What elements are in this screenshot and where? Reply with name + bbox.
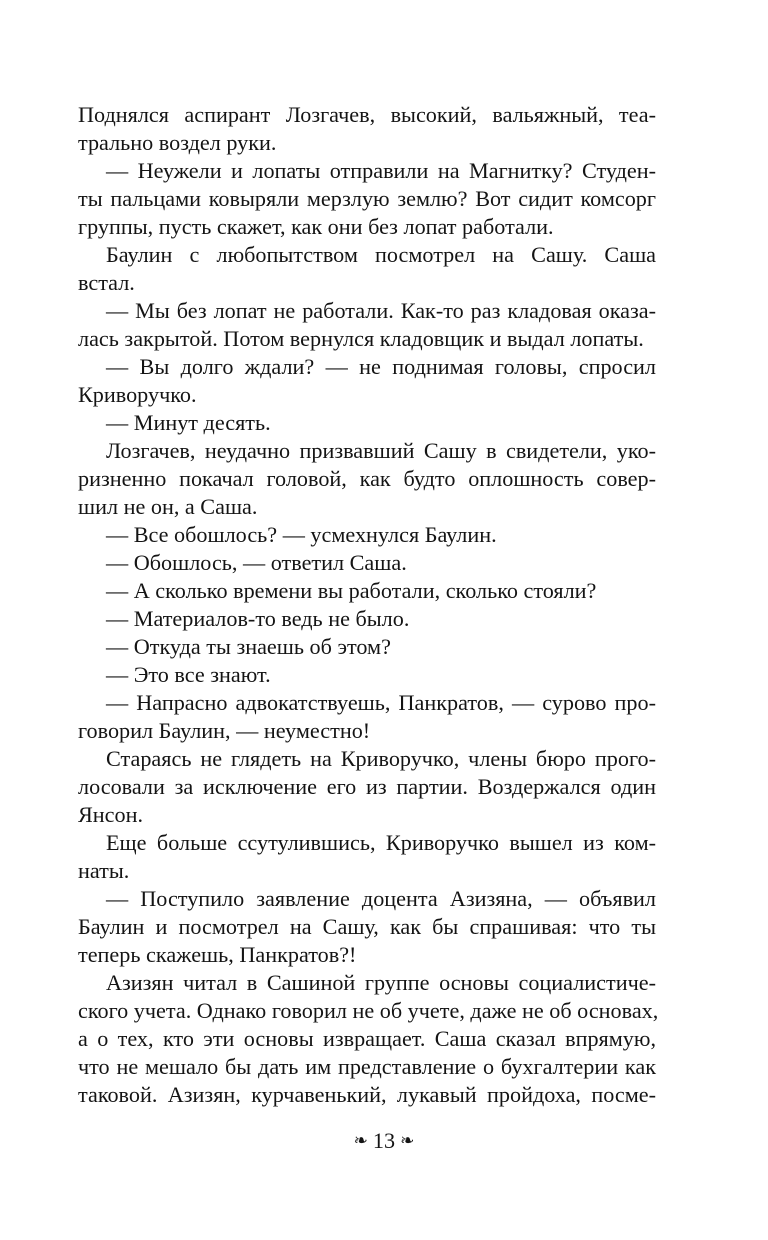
ornament-left-icon: ❧ [353,1131,368,1150]
text-line: трально воздел руки. [78,130,277,155]
ornament-right-icon: ❧ [400,1131,415,1150]
text-line: Янсон. [78,802,144,827]
text-line: лосовали за исключение его из партии. Воздержался один [78,774,656,799]
text-line: — А сколько времени вы работали, сколько стояли? [106,578,597,603]
text-line: — Мы без лопат не работали. Как-то раз кладовая оказа- [106,298,656,323]
page-body-text [78,101,659,1109]
text-line: — Откуда ты знаешь об этом? [106,634,391,659]
text-line: говорил Баулин, — неуместно! [78,718,371,743]
text-line: Баулин с любопытством посмотрел на Сашу. Саша [106,242,656,267]
text-line: наты. [78,858,130,883]
text-line: группы, пусть скажет, как они без лопат работали. [78,214,554,239]
text-line: Баулин и посмотрел на Сашу, как бы спрашивая: что ты [78,914,656,939]
text-line: Поднялся аспирант Лозгачев, высокий, вальяжный, теа- [78,102,656,127]
text-line: Азизян читал в Сашиной группе основы социалистиче- [106,970,656,995]
text-line: Еще больше ссутулившись, Криворучко вышел из ком- [106,830,656,855]
text-line: ризненно покачал головой, как будто оплошность совер- [78,466,656,491]
text-line: — Неужели и лопаты отправили на Магнитку? Студен- [106,158,656,183]
text-line: — Все обошлось? — усмехнулся Баулин. [106,522,497,547]
text-line: — Обошлось, — ответил Саша. [106,550,407,575]
text-line: ты пальцами ковыряли мерзлую землю? Вот сидит комсорг [78,186,656,211]
text-line: — Напрасно адвокатствуешь, Панкратов, — сурово про- [106,690,656,715]
text-line: встал. [78,270,135,295]
text-line: — Это все знают. [106,662,271,687]
text-line: ского учета. Однако говорил не об учете, даже не об основах, [78,998,659,1023]
page-number: 13 [372,1128,396,1153]
text-line: Криворучко. [78,382,197,407]
text-line: шил не он, а Саша. [78,494,258,519]
text-line: — Минут десять. [106,410,271,435]
text-line: теперь скажешь, Панкратов?! [78,942,357,967]
page-folio [0,1127,768,1155]
text-line: а о тех, кто эти основы извращает. Саша сказал впрямую, [78,1026,656,1051]
text-line: таковой. Азизян, курчавенький, лукавый пройдоха, посме- [78,1082,656,1107]
text-line: что не мешало бы дать им представление о бухгалтерии как [78,1054,656,1079]
text-line: — Поступило заявление доцента Азизяна, — объявил [106,886,656,911]
text-line: — Вы долго ждали? — не поднимая головы, спросил [106,354,656,379]
text-line: Лозгачев, неудачно призвавший Сашу в свидетели, уко- [106,438,656,463]
text-line: Стараясь не глядеть на Криворучко, члены бюро прого- [106,746,656,771]
text-line: — Материалов-то ведь не было. [106,606,410,631]
text-line: лась закрытой. Потом вернулся кладовщик и выдал лопаты. [78,326,644,351]
